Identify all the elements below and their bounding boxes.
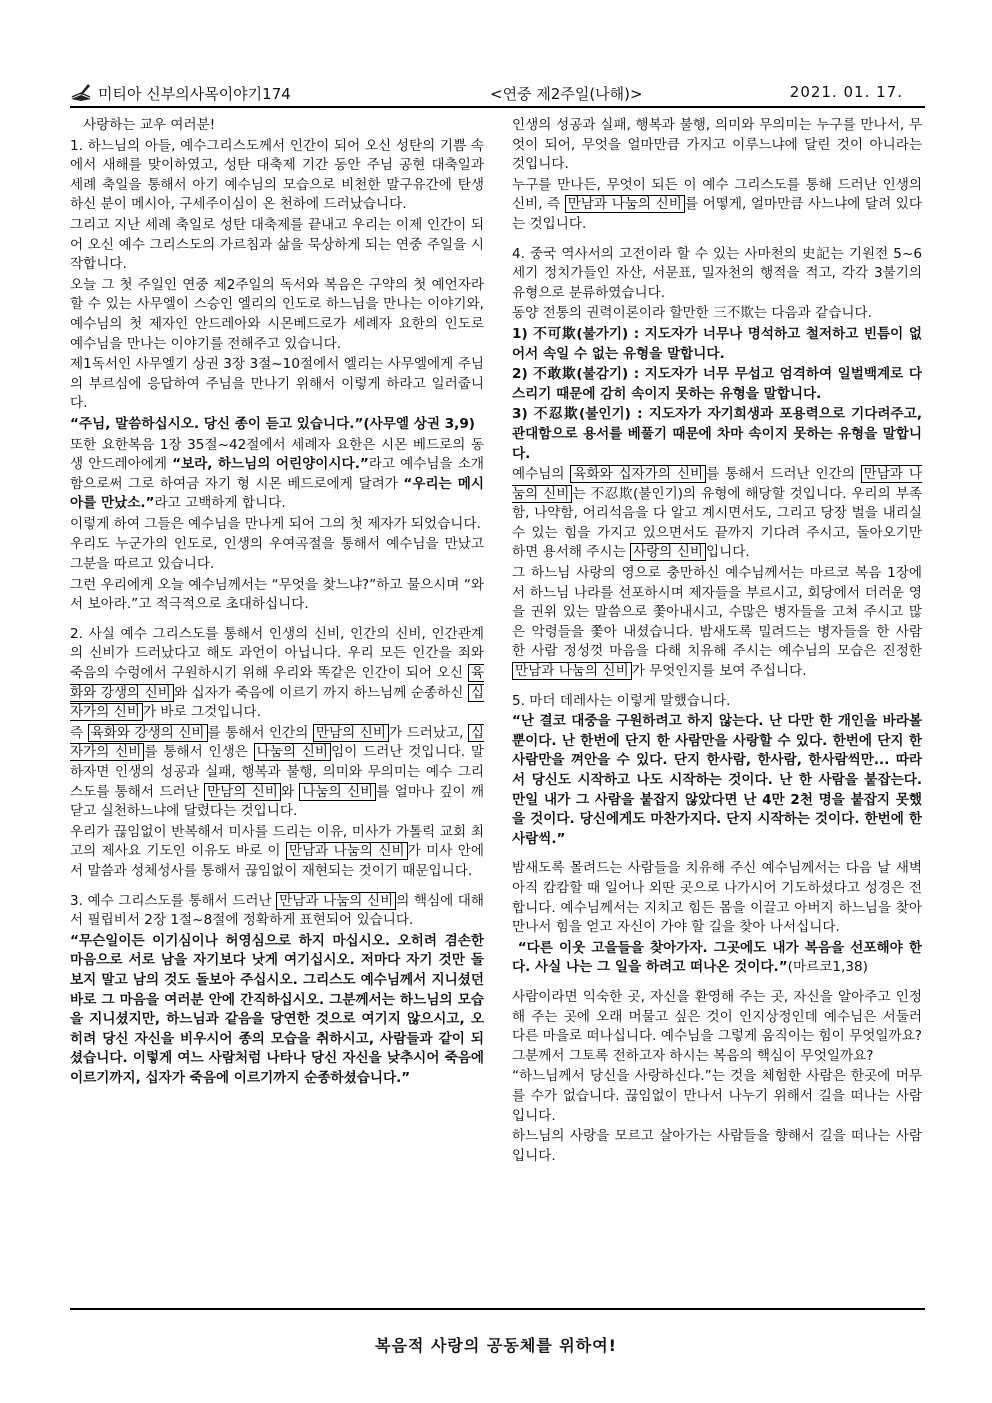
boxed-term: 나눔의 신비: [254, 743, 331, 761]
footer-slogan: 복음적 사랑의 공동체를 위하여!: [375, 1336, 617, 1355]
footer-rule: [70, 1308, 925, 1310]
paragraph: 1. 하느님의 아들, 예수그리스도께서 인간이 되어 오신 성탄의 기쁨 속에서 새해를 맞이하였고, 성탄 대축제 기간 동안 주님 공현 대축일과 세례 축일을 통해서 아기 예수님의 모습으로 비천한 말구유간에 탄생하신 분이 메시아, 구세주이심이 온 천하에 드러났습니다.: [70, 137, 484, 213]
paragraph: 누구를 만나든, 무엇이 되든 이 예수 그리스도를 통해 드러난 인생의 신비, 즉 만남과 나눔의 신비 를 어떻게, 얼마만큼 사느냐에 달려 있다는 것입니다.: [512, 176, 922, 232]
boxed-term: 십자가의 신비: [70, 724, 484, 761]
paragraph: 오늘 그 첫 주일인 연중 제2주일의 독서와 복음은 구약의 첫 예언자라 할 수 있는 사무엘이 스승인 엘리의 인도로 하느님을 만나는 이야기와, 예수님의 첫 제자인 안드레아와 시몬베드로가 세례자 요한의 인도로 예수님을 만나는 이야기를 전해주고 있습니다.: [70, 276, 484, 352]
page-header: [70, 80, 925, 108]
paragraph: 우리도 누군가의 인도로, 인생의 우여곡절을 통해서 예수님을 만났고 그분을 따르고 있습니다.: [70, 536, 484, 573]
boxed-term: 만남의 신비: [204, 783, 281, 801]
paragraph: 그런 우리에게 오늘 예수님께서는 “무엇을 찾느냐?”하고 물으시며 “와서 보아라.”고 적극적으로 초대하십니다.: [70, 576, 484, 613]
paragraph: 제1독서인 사무엘기 상권 3장 3절~10절에서 엘리는 사무엘에게 주님의 부르심에 응답하여 주님을 만나기 위해서 이렇게 하라고 일러줍니다.: [70, 356, 484, 412]
boxed-term: 나눔의 신비: [299, 783, 376, 801]
issue-date: 2021. 01. 17.: [789, 83, 903, 101]
paragraph: 이렇게 하여 그들은 예수님을 만나게 되어 그의 첫 제자가 되었습니다.: [70, 515, 481, 532]
paragraph: 인생의 성공과 실패, 행복과 불행, 의미와 무의미는 누구를 만나서, 무엇이 되어, 무엇을 얼마만큼 가지고 이루느냐에 달린 것이 아니라는 것입니다.: [512, 117, 922, 173]
boxed-term: 만남과 나눔의 신비: [286, 842, 408, 860]
section-3: 3. 예수 그리스도를 통해서 드러난 만남과 나눔의 신비 의 핵심에 대해서 필립비서 2장 1절~8절에 정확하게 표현되어 있습니다.: [70, 892, 484, 929]
paragraph: 사람이라면 익숙한 곳, 자신을 환영해 주는 곳, 자신을 알아주고 인정해 주는 곳에 오래 머물고 싶은 것이 인지상정인데 예수님은 서둘러 다른 마을로 떠나십니다. 예수님을 그렇게 움직이는 힘이 무엇일까요? 그분께서 그토록 전하고자 하시는 복음의 핵심이 무엇일까요?: [512, 988, 922, 1064]
book-pen-icon: [70, 82, 92, 102]
left-column: [70, 116, 484, 1306]
greeting: 사랑하는 교우 여러분!: [82, 117, 216, 133]
section-5: 5. 마더 데레사는 이렇게 말했습니다.: [512, 692, 731, 709]
boxed-term: 만남과 나눔의 신비: [512, 662, 632, 680]
scripture-quote: “무슨일이든 이기심이나 허영심으로 하지 마십시오. 오히려 겸손한 마음으로 서로 남을 자기보다 낫게 여기십시오. 저마다 자기 것만 돌보지 말고 남의 것도 돌보아 주십시오. 그리스도 예수님께서 지니셨던 바로 그 마음을 여러분 안에 간직하십시오. 그분께서는 하느님의 모습을 지니셨지만, 하느님과 같음을 당연한 것으로 여기지 않으시고, 오히려 당신 자신을 비우시어 종의 모습을 취하시고, 사람들과 같이 되셨습니다. 이렇게 여느 사람처럼 나타나 당신 자신을 낮추시어 죽음에 이르기까지, 십자가 죽음에 이르기까지 순종하셨습니다.”: [70, 932, 484, 1086]
paragraph: 그 하느님 사랑의 영으로 충만하신 예수님께서는 마르코 복음 1장에서 하느님 나라를 선포하시며 제자들을 부르시고, 회당에서 더러운 영을 권위 있는 말씀으로 쫓아내시고, 수많은 병자들을 고쳐 주시고 많은 악령들을 쫓아 내셨습니다. 밤새도록 밀려드는 병자들을 한 사람 한 사람 정성껏 마음을 다해 치유해 주시는 예수님의 모습은 진정한 만남과 나눔의 신비 가 무엇인지를 보여 주십니다.: [512, 565, 922, 680]
boxed-term: 육화와 강생의 신비: [70, 665, 484, 701]
section-4: 4. 중국 역사서의 고전이라 할 수 있는 사마천의 史記는 기원전 5~6세기 정치가들인 자산, 서문표, 밀자천의 행적을 적고, 각각 3불기의 유형으로 분류하였습니다.: [512, 245, 922, 301]
boxed-term: 육화와 강생의 신비: [88, 724, 208, 742]
paragraph: 또한 요한복음 1장 35절~42절에서 세례자 요한은 시몬 베드로의 동생 안드레아에게 “보라, 하느님의 어린양이시다.”라고 예수님을 소개함으로써 그로 하여금 자기 형 시몬 베드로에게 달려가 “우리는 메시아를 만났소.”라고 고백하게 합니다.: [70, 436, 484, 512]
boxed-term: 사랑의 신비: [630, 543, 706, 561]
section-2: 2. 사실 예수 그리스도를 통해서 인생의 신비, 인간의 신비, 인간관계의 신비가 드러났다고 해도 과언이 아닙니다. 우리 모든 인간을 죄와 죽음의 수렁에서 구원하시기 위해 우리와 똑같은 인간이 되어 오신 육화와 강생의 신비 와 십자가 죽음에 이르기 까지 하느님께 순종하신 십자가의 신비 가 바로 그것입니다.: [70, 625, 484, 721]
teresa-quote: “난 결코 대중을 구원하려고 하지 않는다. 난 다만 한 개인을 바라볼 뿐이다. 난 한번에 단지 한 사람만을 사랑할 수 있다. 한번에 단지 한 사람만을 껴안을 수 있다. 단지 한사람, 한사람, 한사람씩만... 따라서 당신도 시작하고 나도 시작하는 것이다. 난 한 사람을 붙잡는다. 만일 내가 그 사람을 붙잡지 않았다면 난 4만 2천 명을 붙잡지 못했을 것이다. 당신에게도 마찬가지다. 단지 시작하는 것이다. 한번에 한 사람씩.”: [512, 713, 922, 847]
series-title: 미티아 신부의사목이야기174: [98, 85, 291, 103]
scripture-quote: “주님, 말씀하십시오. 당신 종이 듣고 있습니다.”(사무엘 상권 3,9): [70, 415, 476, 432]
boxed-term: 만남과 나눔의 신비: [565, 195, 685, 213]
list-item: 2) 不敢欺(불감기) : 지도자가 너무 무섭고 엄격하여 일벌백계로 다스리기 때문에 감히 속이지 못하는 유형을 말합니다.: [512, 366, 922, 402]
boxed-term: 만남과 나눔의 신비: [512, 466, 922, 502]
scripture-quote: “다른 이웃 고을들을 찾아가자. 그곳에도 내가 복음을 선포해야 한다. 사실 나는 그 일을 하려고 떠나온 것이다.”(마르코1,38): [512, 939, 922, 976]
paragraph: 즉 육화와 강생의 신비 를 통해서 인간의 만남의 신비 가 드러났고, 십자가의 신비 를 통해서 인생은 나눔의 신비 임이 드러난 것입니다. 말하자면 인생의 성공과 실패, 행복과 불행, 의미와 무의미는 예수 그리스도를 통해서 드러난 만남의 신비 와 나눔의 신비 를 얼마나 깊이 깨닫고 실천하느냐에 달렸다는 것입니다.: [70, 724, 484, 820]
list-item: 3) 不忍欺(불인기) : 지도자가 자기희생과 포용력으로 기다려주고, 관대함으로 용서를 베풀기 때문에 차마 속이지 못하는 유형을 말합니다.: [512, 406, 922, 462]
paragraph: 우리가 끊임없이 반복해서 미사를 드리는 이유, 미사가 가톨릭 교회 최고의 제사요 기도인 이유도 바로 이 만남과 나눔의 신비 가 미사 안에서 말씀과 성체성사를 통해서 끊임없이 재현되는 것이기 때문입니다.: [70, 823, 484, 879]
boxed-term: 만남과 나눔의 신비: [276, 892, 396, 910]
paragraph: 그리고 지난 세례 축일로 성탄 대축제를 끝내고 우리는 이제 인간이 되어 오신 예수 그리스도의 가르침과 삶을 묵상하게 되는 연중 주일을 시작합니다.: [70, 216, 484, 273]
boxed-term: 십자가의 신비: [70, 684, 484, 721]
boxed-term: 육화와 십자가의 신비: [570, 465, 706, 483]
paragraph: 예수님의 육화와 십자가의 신비 를 통해서 드러난 인간의 만남과 나눔의 신비 는 不忍欺(불인기)의 유형에 해당할 것입니다. 우리의 부족함, 나약함, 어리석음을 다 알고 계시면서도, 그리고 당장 벌을 내리실 수 있는 힘을 가지고 있으면서도 끝까지 기다려 주시고, 돌아오기만 하면 용서해 주시는 사랑의 신비 입니다.: [512, 466, 922, 561]
list-item: 1) 不可欺(불가기) : 지도자가 너무나 명석하고 철저하고 빈틈이 없어서 속일 수 없는 유형을 말합니다.: [512, 325, 922, 362]
paragraph: 동양 전통의 권력이론이라 할만한 三不欺는 다음과 같습니다.: [512, 305, 872, 322]
liturgy-title: <연중 제2주일(나해)>: [490, 85, 643, 103]
paragraph: 밤새도록 몰려드는 사람들을 치유해 주신 예수님께서는 다음 날 새벽 아직 캄캄할 때 일어나 외딴 곳으로 나가시어 기도하셨다고 성경은 전합니다. 예수님께서는 지치고 힘든 몸을 이끌고 아버지 하느님을 찾아 만나서 힘을 얻고 자신이 가야 할 길을 찾아 나서십니다.: [512, 860, 922, 936]
right-column: [512, 116, 922, 1306]
paragraph: 하느님의 사랑을 모르고 살아가는 사람들을 향해서 길을 떠나는 사람입니다.: [512, 1128, 922, 1164]
boxed-term: 만남의 신비: [313, 724, 389, 742]
paragraph: “하느님께서 당신을 사랑하신다.”는 것을 체험한 사람은 한곳에 머무를 수가 없습니다. 끊임없이 만나서 나누기 위해서 길을 떠나는 사람입니다.: [512, 1068, 922, 1124]
